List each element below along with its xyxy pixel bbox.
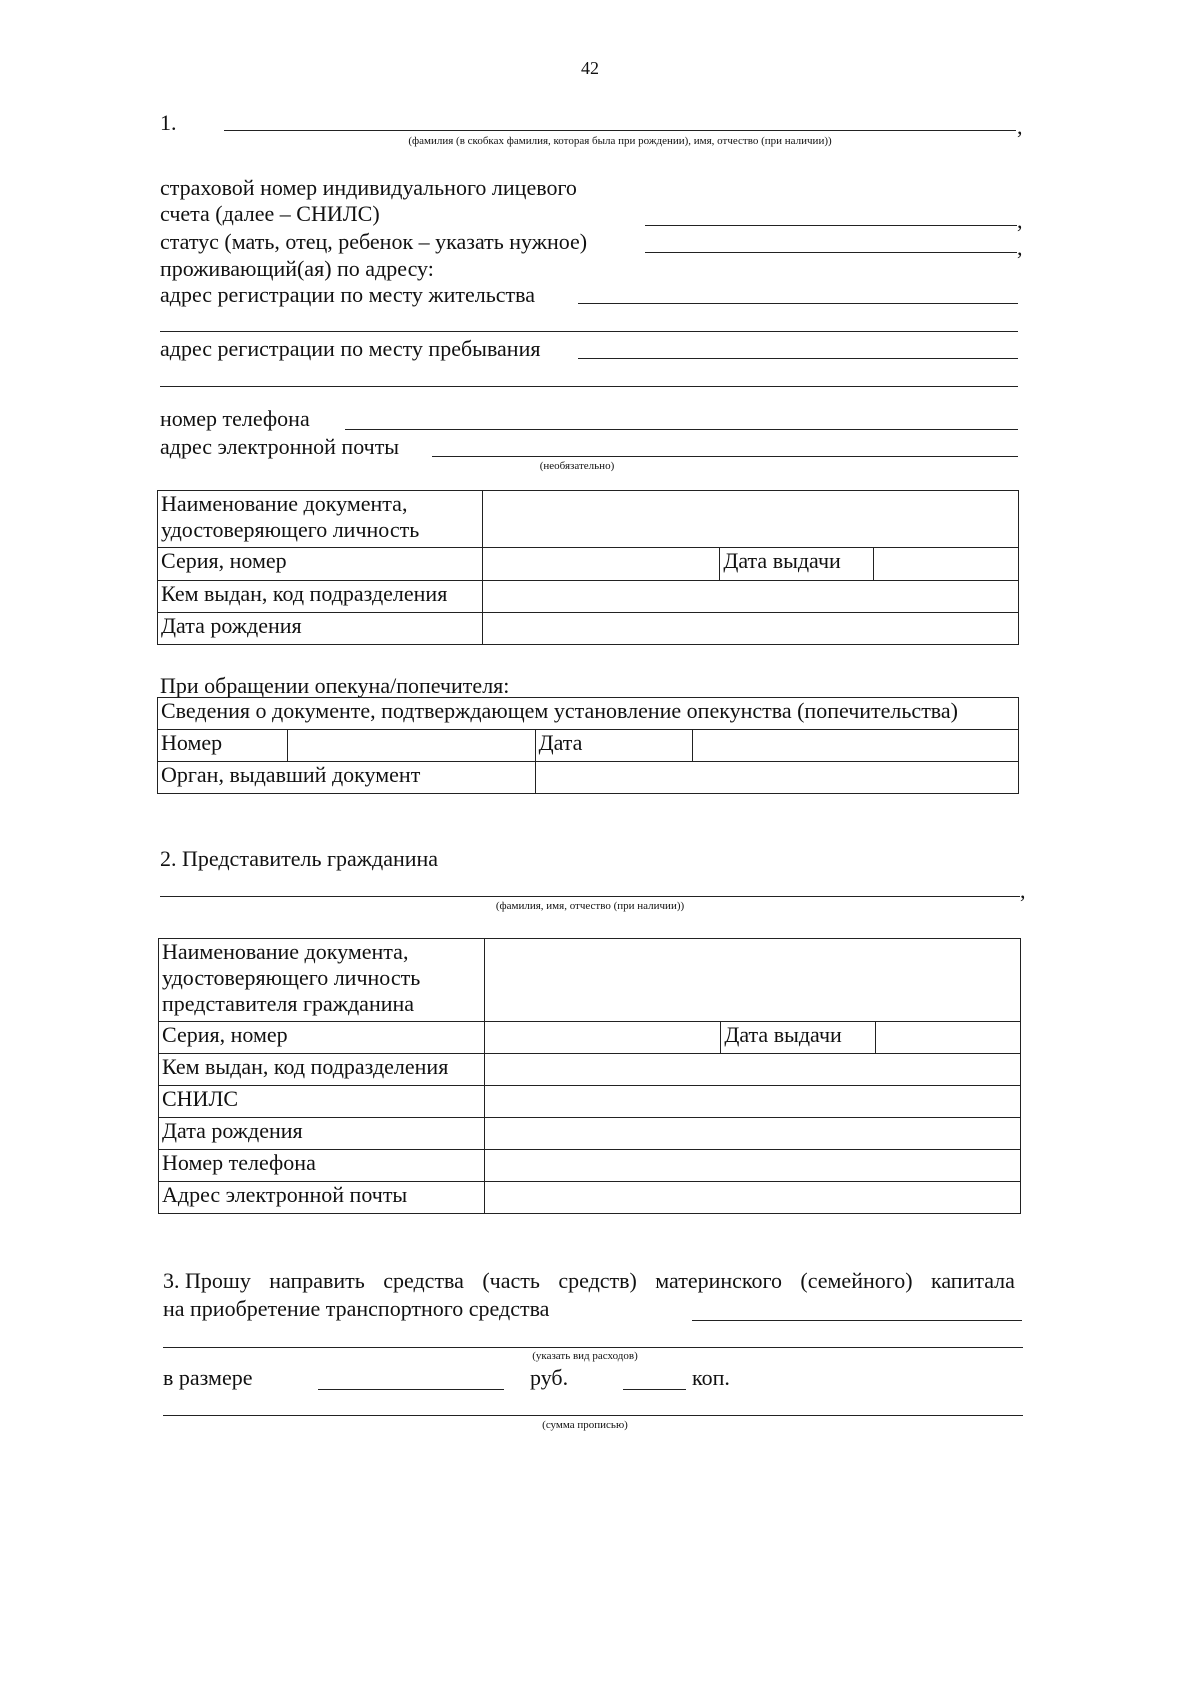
series-number-value[interactable] — [482, 548, 720, 581]
representative-name-caption: (фамилия, имя, отчество (при наличии)) — [495, 900, 685, 912]
rep-snils-label: СНИЛС — [159, 1086, 485, 1118]
stay-address-label: адрес регистрации по месту пребывания — [160, 336, 541, 361]
expense-type-field-line2[interactable] — [163, 1347, 1023, 1348]
status-field[interactable] — [645, 252, 1017, 253]
kopecks-field[interactable] — [623, 1389, 686, 1390]
representative-name-field[interactable] — [160, 896, 1020, 897]
amount-in-words-field[interactable] — [163, 1415, 1023, 1416]
rep-birth-date-value[interactable] — [484, 1118, 1020, 1150]
rep-email-label: Адрес электронной почты — [159, 1182, 485, 1214]
guardian-issuer-label: Орган, выдавший документ — [158, 762, 536, 794]
rep-doc-name-label: Наименование документа, удостоверяющего личность представителя гражданина — [159, 939, 485, 1022]
section2-heading: 2. Представитель гражданина — [160, 846, 439, 871]
rep-issued-by-value[interactable] — [484, 1054, 1020, 1086]
rep-doc-name-value[interactable] — [484, 939, 1020, 1022]
expense-type-field[interactable] — [692, 1320, 1022, 1321]
guardian-date-label: Дата — [535, 730, 693, 762]
rep-email-value[interactable] — [484, 1182, 1020, 1214]
rep-series-number-value[interactable] — [484, 1022, 721, 1054]
comma: , — [1017, 235, 1023, 260]
guardian-date-value[interactable] — [693, 730, 1019, 762]
series-number-label: Серия, номер — [158, 548, 483, 581]
residence-address-field-line2[interactable] — [160, 331, 1018, 332]
kop-label: коп. — [692, 1365, 730, 1390]
snils-field[interactable] — [645, 225, 1017, 226]
email-field[interactable] — [432, 456, 1018, 457]
issued-by-value[interactable] — [482, 581, 1018, 613]
expense-type-caption: (указать вид расходов) — [532, 1350, 638, 1362]
section3-request-line2: на приобретение транспортного средства — [163, 1296, 550, 1321]
email-label: адрес электронной почты — [160, 434, 400, 459]
amount-label: в размере — [163, 1365, 253, 1390]
page-number: 42 — [581, 58, 599, 78]
section3-request-line1: 3. Прошу направить средства (часть средств) материнского (семейного) капитала — [163, 1268, 1015, 1293]
issue-date-value[interactable] — [874, 548, 1019, 581]
doc-name-value[interactable] — [482, 491, 1018, 548]
rep-phone-value[interactable] — [484, 1150, 1020, 1182]
stay-address-field[interactable] — [578, 358, 1018, 359]
status-label: статус (мать, отец, ребенок – указать нужное) — [160, 229, 588, 254]
rep-series-number-label: Серия, номер — [159, 1022, 485, 1054]
stay-address-field-line2[interactable] — [160, 386, 1018, 387]
guardian-table-header: Сведения о документе, подтверждающем установление опекунства (попечительства) — [158, 698, 1019, 730]
applicant-id-table — [157, 490, 1019, 645]
doc-name-label: Наименование документа, удостоверяющего личность — [158, 491, 483, 548]
snils-label-line2: счета (далее – СНИЛС) — [160, 201, 380, 226]
issue-date-label: Дата выдачи — [720, 548, 874, 581]
guardian-issuer-value[interactable] — [535, 762, 1018, 794]
comma: , — [1020, 878, 1026, 903]
applicant-name-caption: (фамилия (в скобках фамилия, которая была при рождении), имя, отчество (при наличии)) — [408, 135, 832, 147]
representative-table — [158, 938, 1021, 1214]
residing-label: проживающий(ая) по адресу: — [160, 256, 434, 281]
optional-caption: (необязательно) — [539, 460, 615, 472]
snils-label-line1: страховой номер индивидуального лицевого — [160, 175, 577, 200]
comma: , — [1017, 114, 1023, 139]
rep-phone-label: Номер телефона — [159, 1150, 485, 1182]
section1-number: 1. — [160, 110, 177, 135]
rub-label: руб. — [530, 1365, 569, 1390]
residence-address-label: адрес регистрации по месту жительства — [160, 282, 536, 307]
birth-date-label: Дата рождения — [158, 613, 483, 645]
residence-address-field[interactable] — [578, 303, 1018, 304]
phone-field[interactable] — [345, 429, 1018, 430]
rep-issue-date-label: Дата выдачи — [721, 1022, 876, 1054]
rubles-field[interactable] — [318, 1389, 504, 1390]
guardian-number-value[interactable] — [287, 730, 535, 762]
issued-by-label: Кем выдан, код подразделения — [158, 581, 483, 613]
guardian-number-label: Номер — [158, 730, 288, 762]
guardian-heading: При обращении опекуна/попечителя: — [160, 673, 510, 698]
comma: , — [1017, 208, 1023, 233]
rep-snils-value[interactable] — [484, 1086, 1020, 1118]
applicant-name-field[interactable] — [224, 130, 1016, 131]
rep-birth-date-label: Дата рождения — [159, 1118, 485, 1150]
rep-issue-date-value[interactable] — [876, 1022, 1021, 1054]
phone-label: номер телефона — [160, 406, 310, 431]
amount-in-words-caption: (сумма прописью) — [542, 1419, 628, 1431]
rep-issued-by-label: Кем выдан, код подразделения — [159, 1054, 485, 1086]
birth-date-value[interactable] — [482, 613, 1018, 645]
guardian-table — [157, 697, 1019, 794]
